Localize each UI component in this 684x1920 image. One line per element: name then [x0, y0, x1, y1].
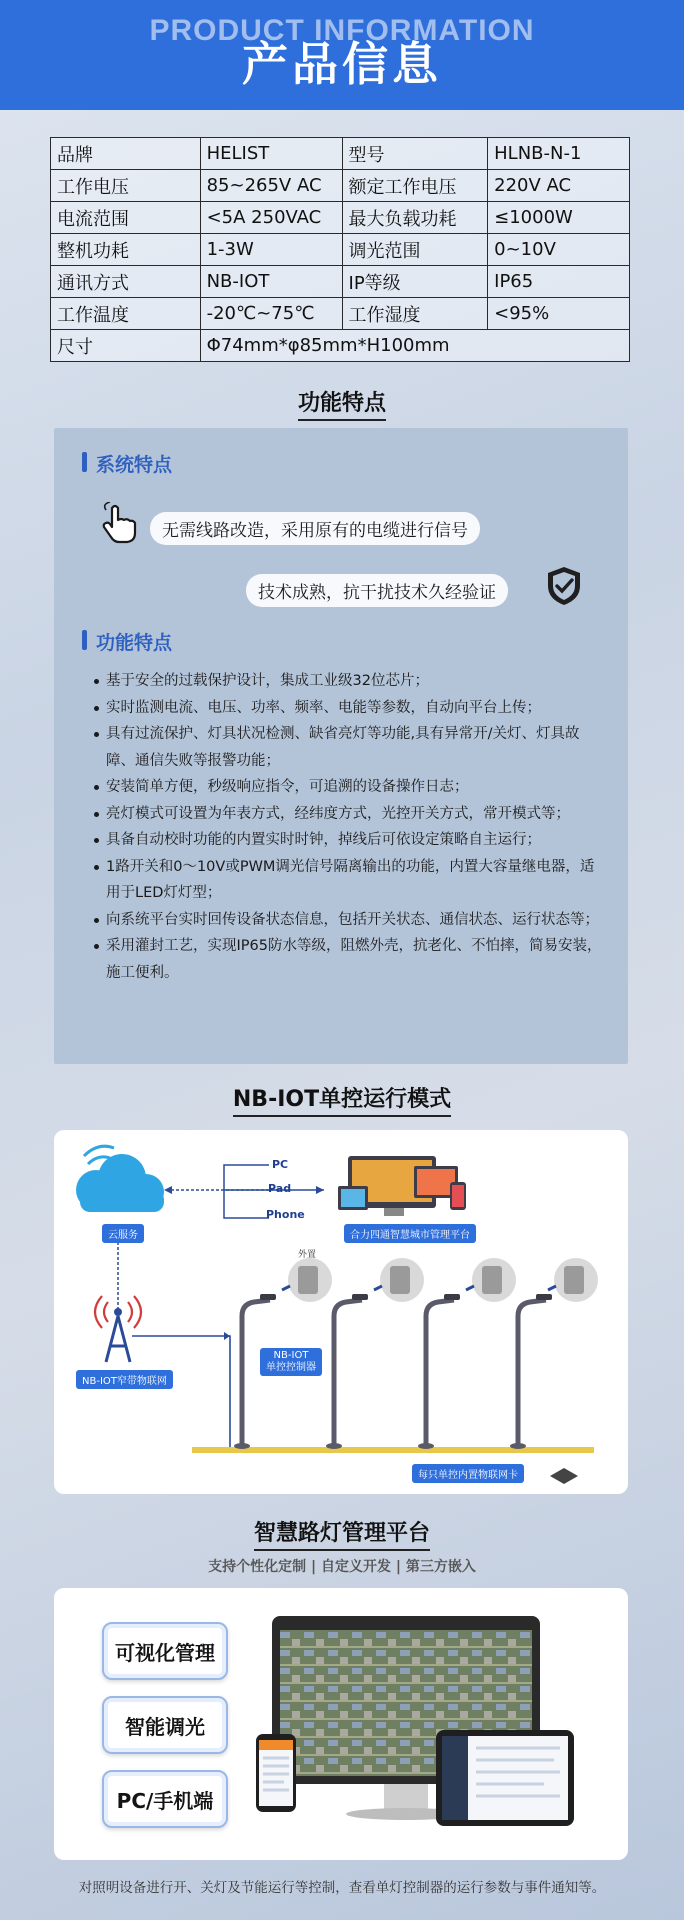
spec-row — [51, 266, 630, 298]
spec-value: -20℃~75℃ — [200, 298, 342, 330]
diagram-heading-text: NB-IOT单控运行模式 — [233, 1082, 451, 1117]
spec-value: 1-3W — [200, 234, 342, 266]
topology-diagram — [54, 1130, 628, 1494]
functions-title: 功能特点 — [82, 628, 172, 655]
spec-value: 0~10V — [488, 234, 630, 266]
external-label: 外置 — [298, 1250, 317, 1260]
features-heading-text: 功能特点 — [298, 386, 386, 421]
cloud-icon — [76, 1146, 164, 1212]
tower-tag: NB-IOT窄带物联网 — [76, 1370, 173, 1389]
functions-list-item: 亮灯模式可设置为年表方式，经纬度方式，光控开关方式，常开模式等； — [92, 801, 602, 828]
spec-row — [51, 234, 630, 266]
phone-icon — [256, 1734, 296, 1812]
spec-value: <95% — [488, 298, 630, 330]
features-panel — [54, 428, 628, 1064]
spec-label: 尺寸 — [51, 330, 201, 362]
header-title-cn: 产品信息 — [242, 37, 442, 91]
shield-check-icon — [544, 564, 584, 612]
diagram-heading — [0, 1082, 684, 1117]
spec-label: 工作湿度 — [342, 298, 488, 330]
functions-list-item: 采用灌封工艺，实现IP65防水等级，阻燃外壳，抗老化、不怕摔，简易安装，施工便利。 — [92, 933, 602, 986]
visual-management-button[interactable]: 可视化管理 — [102, 1622, 228, 1680]
footer-text: 对照明设备进行开、关灯及节能运行等控制，查看单灯控制器的运行参数与事件通知等。 — [78, 1880, 606, 1896]
spec-value: HLNB-N-1 — [488, 138, 630, 170]
system-title: 系统特点 — [82, 450, 172, 477]
spec-label: 整机功耗 — [51, 234, 201, 266]
platform-heading — [0, 1516, 684, 1551]
system-item-2: 技术成熟，抗干扰技术久经验证 — [246, 574, 508, 607]
spec-row — [51, 298, 630, 330]
spec-value: 85~265V AC — [200, 170, 342, 202]
spec-label: 调光范围 — [342, 234, 488, 266]
spec-label: 型号 — [342, 138, 488, 170]
spec-label: 工作温度 — [51, 298, 201, 330]
functions-list-item: 实时监测电流、电压、功率、频率、电能等参数，自动向平台上传； — [92, 695, 602, 722]
spec-value: ≤1000W — [488, 202, 630, 234]
spec-label: IP等级 — [342, 266, 488, 298]
spec-label: 最大负载功耗 — [342, 202, 488, 234]
spec-label: 额定工作电压 — [342, 170, 488, 202]
spec-label: 品牌 — [51, 138, 201, 170]
phone-label: Phone — [266, 1208, 305, 1221]
cloud-tag: 云服务 — [102, 1224, 144, 1243]
tower-icon — [95, 1296, 141, 1362]
topology-svg — [54, 1130, 628, 1494]
tablet-icon — [436, 1730, 574, 1826]
functions-list-item: 基于安全的过载保护设计，集成工业级32位芯片； — [92, 668, 602, 695]
pc-mobile-button[interactable]: PC/手机端 — [102, 1770, 228, 1828]
platform-heading-text: 智慧路灯管理平台 — [254, 1516, 430, 1551]
spec-value: 220V AC — [488, 170, 630, 202]
functions-list-item: 具备自动校时功能的内置实时时钟，掉线后可依设定策略自主运行； — [92, 827, 602, 854]
header-title-en: PRODUCT INFORMATION — [149, 14, 535, 47]
platform-devices-illustration — [254, 1612, 614, 1852]
spec-row — [51, 170, 630, 202]
spec-value: IP65 — [488, 266, 630, 298]
spec-label: 通讯方式 — [51, 266, 201, 298]
devices-icon — [338, 1156, 466, 1216]
spec-row — [51, 202, 630, 234]
spec-row — [51, 138, 630, 170]
smart-dimming-button[interactable]: 智能调光 — [102, 1696, 228, 1754]
functions-list-item: 安装简单方便，秒级响应指令，可追溯的设备操作日志； — [92, 774, 602, 801]
functions-list-item: 1路开关和0～10V或PWM调光信号隔离输出的功能，内置大容量继电器，适用于LED灯灯型； — [92, 854, 602, 907]
spec-value: HELIST — [200, 138, 342, 170]
platform-subtitle: 支持个性化定制 | 自定义开发 | 第三方嵌入 — [208, 1559, 476, 1575]
system-item-1: 无需线路改造，采用原有的电缆进行信号 — [150, 512, 480, 545]
spec-label: 工作电压 — [51, 170, 201, 202]
spec-table — [50, 137, 630, 362]
functions-list-item: 具有过流保护、灯具状况检测、缺省亮灯等功能,具有异常开/关灯、灯具故障、通信失败等报警功能； — [92, 721, 602, 774]
functions-list — [92, 668, 602, 986]
spec-row — [51, 330, 630, 362]
spec-value: <5A 250VAC — [200, 202, 342, 234]
platform-card — [54, 1588, 628, 1860]
controller-tag: NB-IOT 单控控制器 — [260, 1348, 322, 1376]
spec-value: NB-IOT — [200, 266, 342, 298]
platform-tag: 合力四通智慧城市管理平台 — [344, 1224, 476, 1243]
card-tag: 每只单控内置物联网卡 — [412, 1464, 524, 1483]
spec-value: Φ74mm*φ85mm*H100mm — [200, 330, 629, 362]
sim-chip-icon — [550, 1468, 578, 1484]
pad-label: Pad — [268, 1182, 292, 1195]
spec-label: 电流范围 — [51, 202, 201, 234]
pc-label: PC — [272, 1158, 289, 1171]
functions-list-item: 向系统平台实时回传设备状态信息，包括开关状态、通信状态、运行状态等； — [92, 907, 602, 934]
features-heading — [0, 386, 684, 421]
header-banner — [0, 0, 684, 110]
hand-tap-icon — [96, 502, 138, 548]
